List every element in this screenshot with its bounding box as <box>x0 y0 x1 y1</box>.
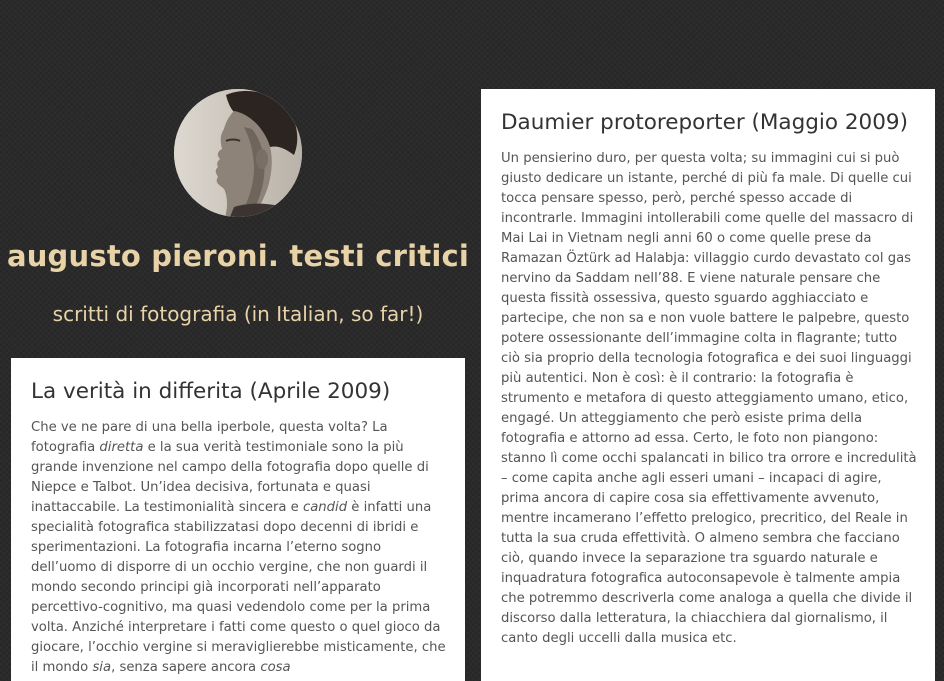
post-text: e la sua verità testimoniale sono la più grande invenzione nel campo della fotografia dopo quelle di Niepce e Talbot. Un’idea decisiva, fortunata e quasi inattaccabile. La testimonialità sincera e <box>31 440 429 515</box>
post-text-emphasis: diretta <box>99 440 144 455</box>
post-card <box>481 89 935 681</box>
post-excerpt: Un pensierino duro, per questa volta; su immagini cui si può giusto dedicare un istante, perché di più fa male. Di quelle cui tocca pensare spesso, però, perché spesso accade di incontrarle. Immagini intollerabili come quelle del massacro di Mai Lai in Vietnam negli anni 60 o come quelle prese da Ramazan Öztürk ad Halabja: villaggio curdo devastato col gas nervino da Saddam nell’88. E viene naturale pensare che questa fissità ossessiva, questo sguardo agghiacciato e partecipe, che non sa e non vuole battere le palpebre, questo potere ossessionante dell’immagine colta in flagrante; tutto ciò sia proprio della tecnologia fotografica e dei suoi linguaggi più autentici. Non è così: è il contrario: la fotografia è strumento e metafora di questo atteggiamento umano, etico, engagé. Un atteggiamento che però esiste prima della fotografia e attorno ad essa. Certo, le foto non piangono: stanno lì come occhi spalancati in bilico tra orrore e incredulità – come capita anche agli esseri umani – incapaci di agire, prima ancora di capire cosa sia effettivamente avvenuto, mentre incamerano l’effetto prelogico, precritico, del Reale in tutta la sua cruda effettività. O almeno sembra che facciano ciò, quando invece la separazione tra sguardo naturale e inquadratura fotografica autoconsapevole è talmente ampia che potremmo descriverla come analoga a quella che divide il discorso dalla letteratura, la chiacchiera dal giornalismo, il canto degli uccelli dalla musica etc. <box>501 151 917 646</box>
post-text-emphasis: candid <box>302 500 348 515</box>
post-card <box>11 358 465 681</box>
site-title[interactable]: augusto pieroni. testi critici <box>6 239 470 273</box>
site-tagline: scritti di fotografia (in Italian, so far!) <box>52 302 424 326</box>
post-text: è infatti una specialità fotografica stabilizzatasi dopo decenni di ibridi e sperimentazioni. La fotografia incarna l’eterno sogno dell’uomo di disporre di un occhio vergine, che non guardi il mondo secondo principi già incorporati nell’apparato percettivo-cognitivo, ma quasi vedendolo come per la prima volta. Anziché interpretare i fatti come questo o quel gioco da giocare, l’occhio vergine si meraviglierebbe misticamente, che il mondo <box>31 500 446 675</box>
author-avatar[interactable] <box>174 89 302 217</box>
site-header <box>0 0 476 350</box>
profile-photo-icon <box>174 89 302 217</box>
post-text-emphasis: cosa <box>260 660 291 675</box>
post-text: , senza sapere ancora <box>111 660 261 675</box>
post-title[interactable]: Daumier protoreporter (Maggio 2009) <box>501 110 908 135</box>
post-excerpt <box>31 418 447 678</box>
post-title[interactable]: La verità in differita (Aprile 2009) <box>31 379 391 404</box>
post-text: Che ve ne pare di una bella iperbole, questa volta? La fotografia <box>31 420 388 455</box>
post-text-emphasis: sia <box>92 660 112 675</box>
